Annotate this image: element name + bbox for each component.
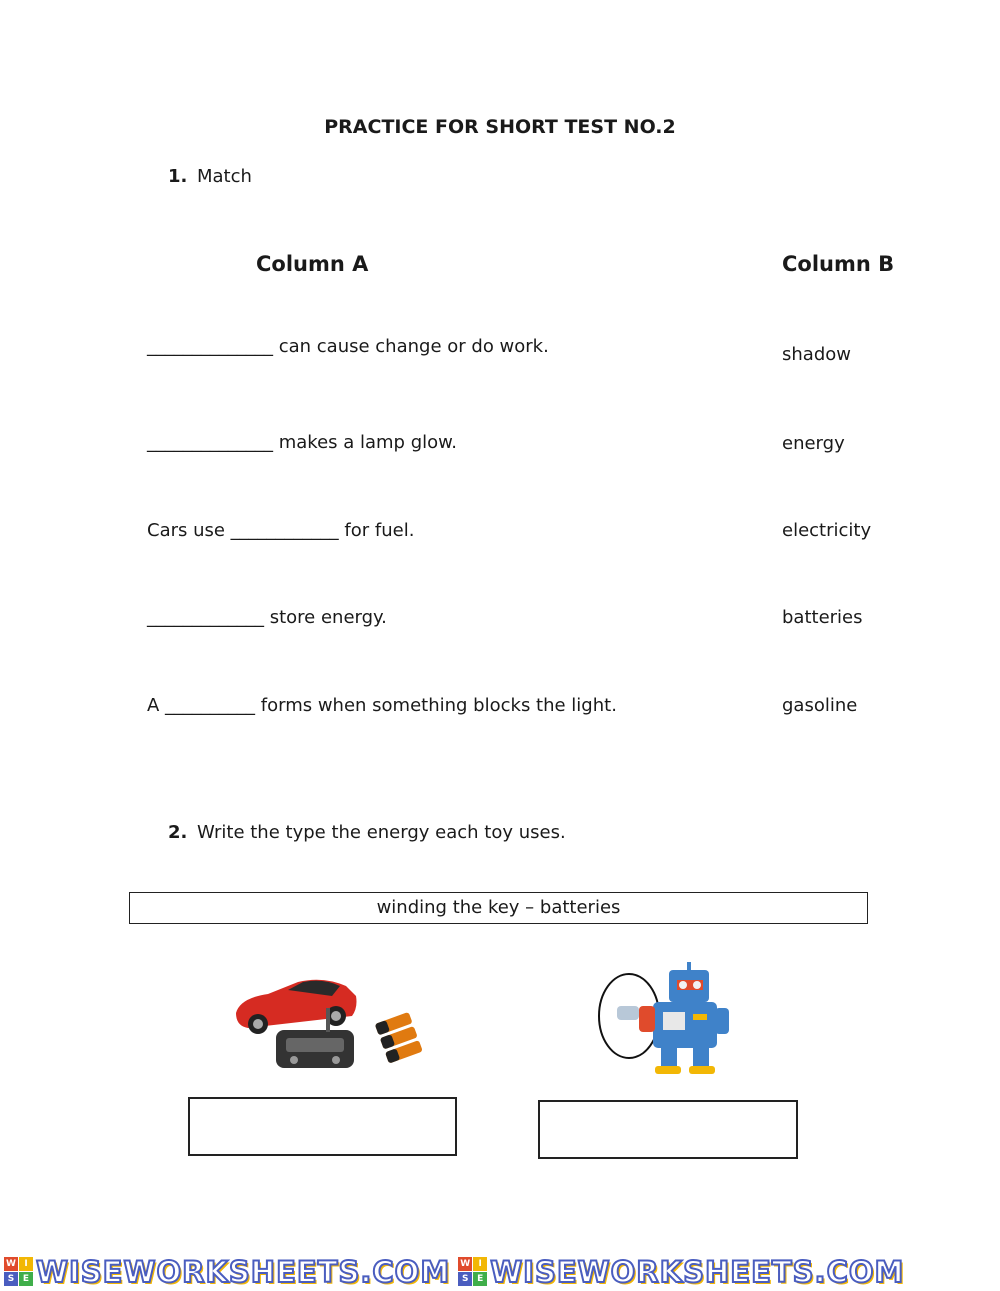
answer-box-robot[interactable] <box>538 1100 798 1159</box>
answer-box-car[interactable] <box>188 1097 457 1156</box>
logo-letter: E <box>19 1272 33 1286</box>
brand-logo <box>458 1255 904 1289</box>
word-energy: energy <box>782 433 845 454</box>
word-gasoline: gasoline <box>782 695 858 716</box>
logo-letter: I <box>473 1257 487 1271</box>
column-a-heading: Column A <box>256 252 369 276</box>
column-b-heading: Column B <box>782 252 895 276</box>
logo-letter: W <box>458 1257 472 1271</box>
brand-name: WISEWORKSHEETS.COM <box>490 1254 905 1289</box>
match-row-5: A __________ forms when something blocks the light. <box>147 695 617 716</box>
toy-car-icon <box>228 968 466 1083</box>
brand-logo <box>4 1255 450 1289</box>
logo-letter: I <box>19 1257 33 1271</box>
word-electricity: electricity <box>782 520 872 541</box>
question-2-number: 2. <box>168 822 188 843</box>
word-bank-box: winding the key – batteries <box>129 892 868 924</box>
car-batteries-picture <box>228 968 466 1083</box>
question-1-number: 1. <box>168 166 188 187</box>
robot-picture <box>597 958 735 1083</box>
wind-up-robot-icon <box>597 958 735 1083</box>
logo-letter: E <box>473 1272 487 1286</box>
word-batteries: batteries <box>782 607 863 628</box>
logo-letter: S <box>458 1272 472 1286</box>
match-row-4: _____________ store energy. <box>147 607 387 628</box>
footer-watermark <box>0 1252 1000 1291</box>
word-shadow: shadow <box>782 344 851 365</box>
match-row-1: ______________ can cause change or do work. <box>147 336 549 357</box>
logo-squares-icon <box>4 1257 33 1286</box>
match-row-3: Cars use ____________ for fuel. <box>147 520 415 541</box>
logo-squares-icon <box>458 1257 487 1286</box>
question-1-text: Match <box>197 166 252 187</box>
match-row-2: ______________ makes a lamp glow. <box>147 432 457 453</box>
logo-letter: S <box>4 1272 18 1286</box>
brand-name: WISEWORKSHEETS.COM <box>36 1254 451 1289</box>
page-title: PRACTICE FOR SHORT TEST NO.2 <box>324 116 676 138</box>
logo-letter: W <box>4 1257 18 1271</box>
question-2-text: Write the type the energy each toy uses. <box>197 822 566 843</box>
